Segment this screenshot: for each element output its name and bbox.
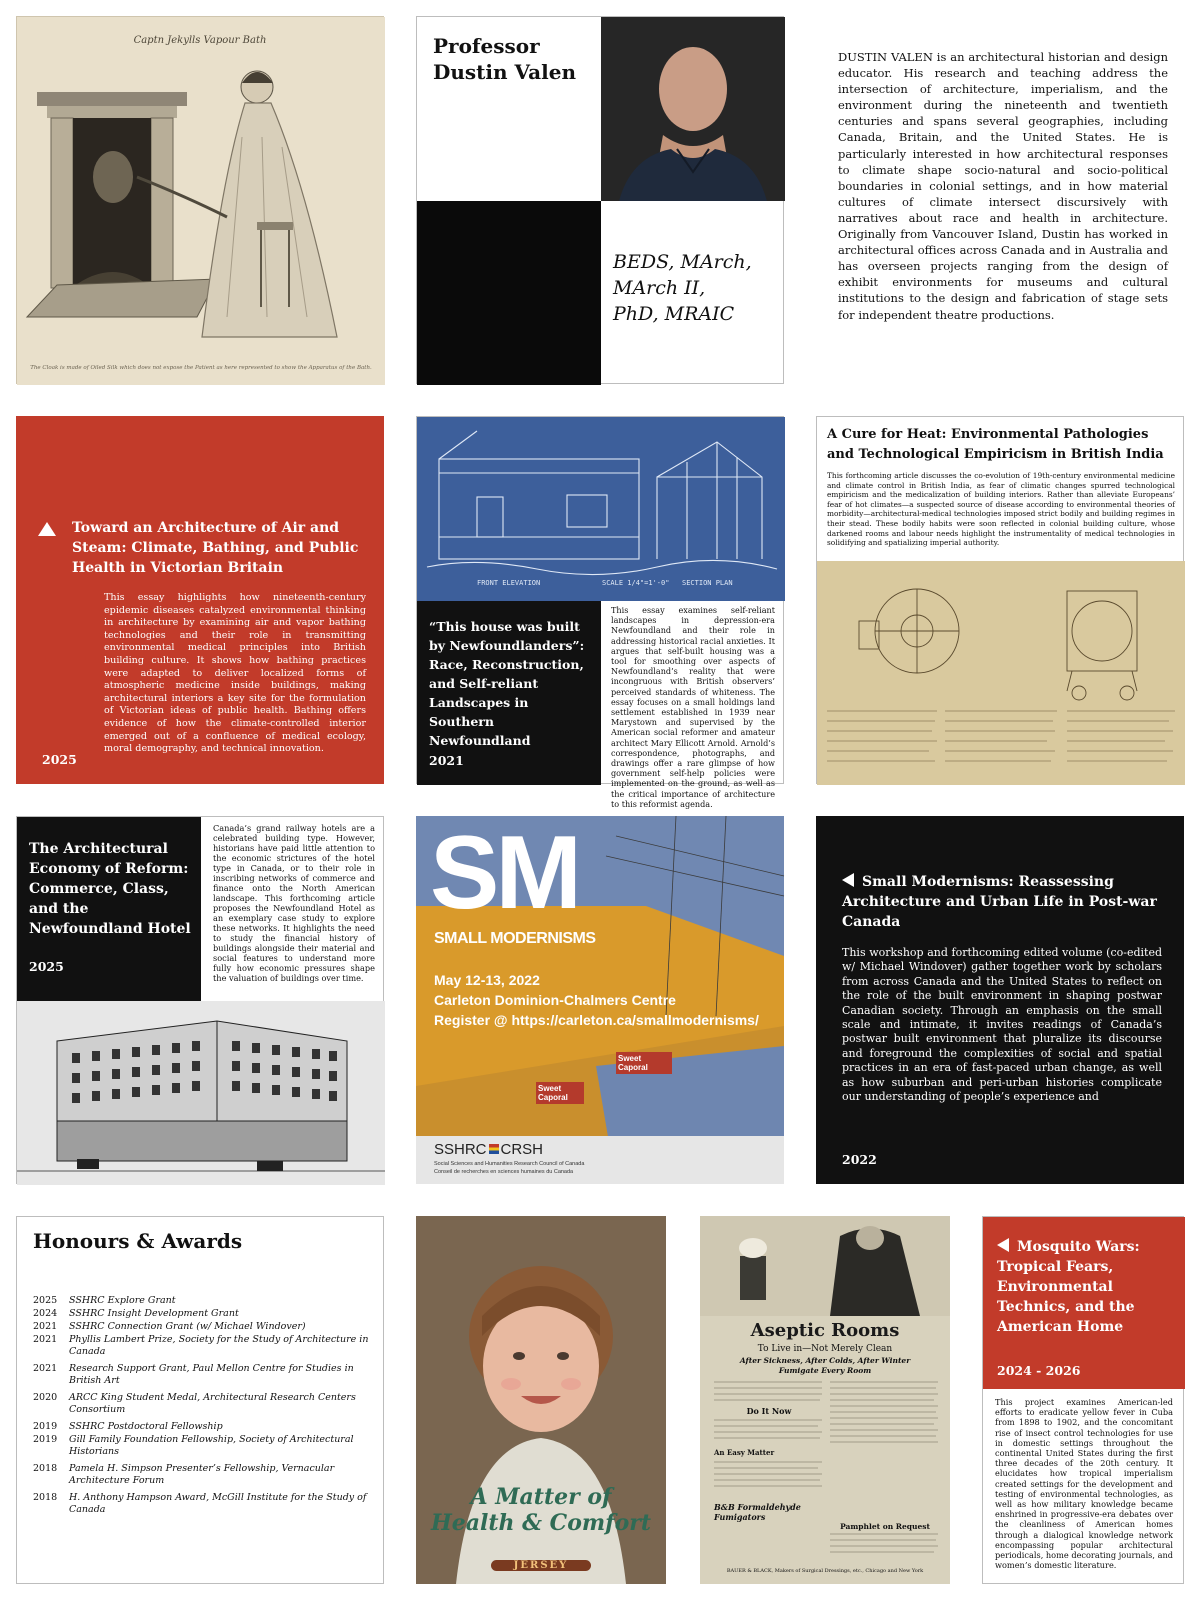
awards-list <box>33 1295 373 1517</box>
award-item: 2020 ARCC King Student Medal, Architectural Research Centers Consortium <box>33 1392 356 1415</box>
aseptic-tagline-2: Fumigate Every Room <box>778 1366 872 1375</box>
award-item: 2018 H. Anthony Hampson Award, McGill Institute for the Study of Canada <box>33 1492 367 1515</box>
vapour-bath-engraving <box>16 16 384 384</box>
hotel-title-block <box>17 817 201 1001</box>
project-cure-for-heat[interactable] <box>816 416 1184 784</box>
aseptic-tagline: After Sickness, After Colds, After Winter <box>739 1356 911 1365</box>
blueprint-label-section: SECTION PLAN <box>682 579 733 587</box>
small-modernisms-body: This workshop and forthcoming edited volume (co-edited w/ Michael Windover) gather together work by scholars from across Canada and the United States to reflect on the role of the built environment in shaping postwar Canadian society. Through an emphasis on the small scale and intimate, it invites readings of Canada’s postwar built environment that pluralize its discourse and foreground the complexities of social and spatial practices in an era of fast-paced urban change, as well as how suburban and peri-urban histories complicate our understanding of people’s experience and <box>842 946 1162 1104</box>
aseptic-heading-1: Do It Now <box>746 1406 792 1416</box>
triangle-left-icon <box>997 1238 1009 1252</box>
engraving-caption-top: Captn Jekylls Vapour Bath <box>133 35 267 46</box>
blueprint-label-front: FRONT ELEVATION <box>477 579 541 587</box>
profile-photo <box>601 17 785 201</box>
poster-sign-2: Sweet Caporal <box>616 1052 672 1074</box>
profile-bio: DUSTIN VALEN is an architectural historian and design educator. His research and teaching address the intersection of architecture, imperialism, and the environment during the nineteenth and twentieth centuries and spans several geographies, including Canada, Britain, and the United States. He is particularly interested in how architectural responses to climate shape socio-natural and socio-political boundaries in colonial settings, and in how material cultures of climate intersect discursively with narratives about race and health in architecture. Originally from Vancouver Island, Dustin has worked in architectural offices across Canada and in Australia and has overseen projects ranging from the design of exhibit environments for museums and cultural institutions to the design and fabrication of stage sets for independent theatre productions. <box>838 50 1168 322</box>
small-modernisms-title: Small Modernisms: Reassessing Architecture and Urban Life in Post-war Canada <box>842 874 1157 930</box>
hotel-body: Canada’s grand railway hotels are a celebrated building type. However, historians have paid little attention to the economic strictures of the hotel type in Canada, or to their role in inscribing networks of commerce and finance onto the North American landscape. This forthcoming article proposes the Newfoundland Hotel as an exemplary case study to explore these networks. It highlights the need to study the financial history of buildings alongside their material and social features to understand more fully how economic pressures shape the valuation of buildings over time. <box>213 823 375 983</box>
profile-card <box>416 16 784 384</box>
hotel-building-drawing <box>17 1001 385 1185</box>
poster-sign-1: Sweet Caporal <box>536 1082 584 1104</box>
poster-subtitle: SMALL MODERNISMS <box>434 930 596 947</box>
aseptic-title: Aseptic Rooms <box>750 1320 900 1341</box>
newfoundland-title-block <box>417 601 601 785</box>
mosquito-title-block <box>983 1217 1185 1389</box>
award-item: 2021 SSHRC Connection Grant (w/ Michael Windover) <box>33 1321 306 1332</box>
award-item: 2019 SSHRC Postdoctoral Fellowship <box>33 1421 223 1432</box>
aseptic-photo <box>700 1216 950 1316</box>
portrait-icon <box>601 17 785 201</box>
profile-name: Professor Dustin Valen <box>433 34 576 84</box>
award-item: 2019 Gill Family Foundation Fellowship, Society of Architectural Historians <box>33 1434 354 1457</box>
award-item: 2024 SSHRC Insight Development Grant <box>33 1308 239 1319</box>
project-newfoundland-house[interactable] <box>416 416 784 809</box>
aseptic-product: B&B Formaldehyde Fumigators <box>714 1502 801 1522</box>
honours-awards-card <box>16 1216 384 1584</box>
air-steam-year: 2025 <box>42 752 77 767</box>
aseptic-subtitle: To Live in—Not Merely Clean <box>757 1344 893 1354</box>
poster-sm: SM <box>430 815 578 931</box>
profile-credentials: BEDS, MArch, MArch II, PhD, MRAIC <box>613 251 752 325</box>
awards-heading: Honours & Awards <box>33 1229 243 1253</box>
jersey-brand: JERSEY <box>491 1560 591 1571</box>
newfoundland-title: “This house was built by Newfoundlanders”: Race, Reconstruction, and Self-reliant Landscapes in Southern Newfoundland <box>429 619 585 748</box>
project-air-steam[interactable] <box>16 416 384 784</box>
triangle-up-icon <box>38 522 56 536</box>
poster-venue: Carleton Dominion-Chalmers Centre <box>434 992 676 1008</box>
mosquito-title: Mosquito Wars: Tropical Fears, Environmental Technics, and the American Home <box>997 1239 1140 1335</box>
jersey-ad-image <box>416 1216 666 1584</box>
project-mosquito-wars[interactable] <box>982 1216 1184 1584</box>
newfoundland-body: This essay examines self-reliant landscapes in depression-era Newfoundland and their role in addressing historical racial anxieties. It argues that self-built housing was a tool for smoothing over aspects of Newfoundland’s reality that were incongruous with British observers’ perceived standards of whiteness. The essay focuses on a small holdings land settlement established in 1939 near Marystown and supervised by the American social reformer and amateur architect Mary Ellicott Arnold. Arnold’s correspondence, photographs, and drawings offer a rare glimpse of how government self-help policies were implemented on the ground, as well as the critical importance of architecture to this reformist agenda. <box>611 605 775 809</box>
newfoundland-year: 2021 <box>429 753 464 768</box>
aseptic-footer: BAUER & BLACK, Makers of Surgical Dressings, etc., Chicago and New York <box>726 1568 924 1574</box>
thermantidote-drawing <box>817 561 1185 785</box>
poster-date: May 12-13, 2022 <box>434 972 540 988</box>
aseptic-heading-3: Pamphlet on Request <box>840 1522 930 1531</box>
sshrc-line-2: Conseil de recherches en sciences humaines du Canada <box>434 1169 574 1175</box>
blueprint-label-scale: SCALE 1/4"=1'-0" <box>602 579 670 587</box>
engraving-caption-bottom: The Cloak is made of Oiled Silk which does not expose the Patient as here represented to show the Apparatus of the Bath. <box>30 365 372 371</box>
small-modernisms-poster[interactable] <box>416 816 784 1184</box>
blueprint-image <box>417 417 785 601</box>
award-item: 2025 SSHRC Explore Grant <box>33 1295 176 1306</box>
mosquito-years: 2024 - 2026 <box>997 1363 1081 1378</box>
jersey-title: A Matter of Health & Comfort <box>430 1484 652 1536</box>
profile-black-square <box>417 201 601 385</box>
small-modernisms-year: 2022 <box>842 1152 877 1167</box>
triangle-left-icon <box>842 873 854 887</box>
cure-body: This forthcoming article discusses the co-evolution of 19th-century environmental medicine and climate control in British India, as fear of climatic changes spurred technological empiricism and the medicalization of building interiors. Rather than alleviate Europeans’ fear of hot climates—a suspected source of disease according to environmental theories of morbidity—architectural-medical technologies imposed strict bodily and building regimes in their stead. These bodily habits were soon reflected in colonial building culture, whose darkened rooms and labour needs highlight the instrumentality of medical technologies in solidifying and spatializing imperial authority. <box>827 471 1175 548</box>
air-steam-body: This essay highlights how nineteenth-century epidemic diseases catalyzed environmental thinking in architecture by examining air and vapor bathing technologies and their role in transmitting environmental medical principles into British building culture. It shows how bathing practices were adapted to deliver localized forms of atmospheric medicine inside buildings, making architectural interiors a key site for the formulation of Victorian ideas of public health. Bathing offers evidence of how the climate-controlled interior emerged out of a confluence of medical ecology, moral demography, and technical innovation. <box>104 592 366 755</box>
award-item: 2021 Research Support Grant, Paul Mellon Centre for Studies in British Art <box>33 1363 354 1386</box>
project-hotel[interactable] <box>16 816 384 1184</box>
award-item: 2021 Phyllis Lambert Prize, Society for the Study of Architecture in Canada <box>33 1334 369 1357</box>
project-small-modernisms[interactable] <box>816 816 1184 1184</box>
aseptic-heading-2: An Easy Matter <box>714 1448 775 1457</box>
aseptic-rooms-ad <box>700 1216 950 1584</box>
hotel-year: 2025 <box>29 959 64 974</box>
sshrc-line-1: Social Sciences and Humanities Research Council of Canada <box>434 1161 585 1167</box>
flag-icon <box>489 1144 499 1154</box>
poster-register-link[interactable]: Register @ https://carleton.ca/smallmodernisms/ <box>434 1012 759 1028</box>
award-item: 2018 Pamela H. Simpson Presenter’s Fellowship, Vernacular Architecture Forum <box>33 1463 335 1486</box>
cure-drawing <box>817 561 1185 785</box>
sshrc-logo: SSHRC CRSH <box>434 1141 544 1158</box>
hotel-title: The Architectural Economy of Reform: Commerce, Class, and the Newfoundland Hotel <box>29 841 191 937</box>
hotel-drawing <box>17 1001 385 1185</box>
mosquito-body: This project examines American-led efforts to eradicate yellow fever in Cuba from 1898 to 1902, and the concomitant rise of insect control technologies for use in domestic settings throughout the continental United States during the first three decades of the 20th century. It elucidates how tropical imperialism created settings for the development and testing of environmental technologies, as well as how military knowledge became enshrined in progressive-era debates over the cleanliness of American homes through a dialogical knowledge network encompassing popular architectural periodicals, home decorating journals, and women’s domestic literature. <box>995 1397 1173 1571</box>
vapour-bath-illustration <box>17 17 385 385</box>
cure-title: A Cure for Heat: Environmental Pathologies and Technological Empiricism in British India <box>827 427 1164 462</box>
blueprint-drawing <box>417 417 785 601</box>
air-steam-title: Toward an Architecture of Air and Steam: Climate, Bathing, and Public Health in Victorian Britain <box>72 518 362 578</box>
